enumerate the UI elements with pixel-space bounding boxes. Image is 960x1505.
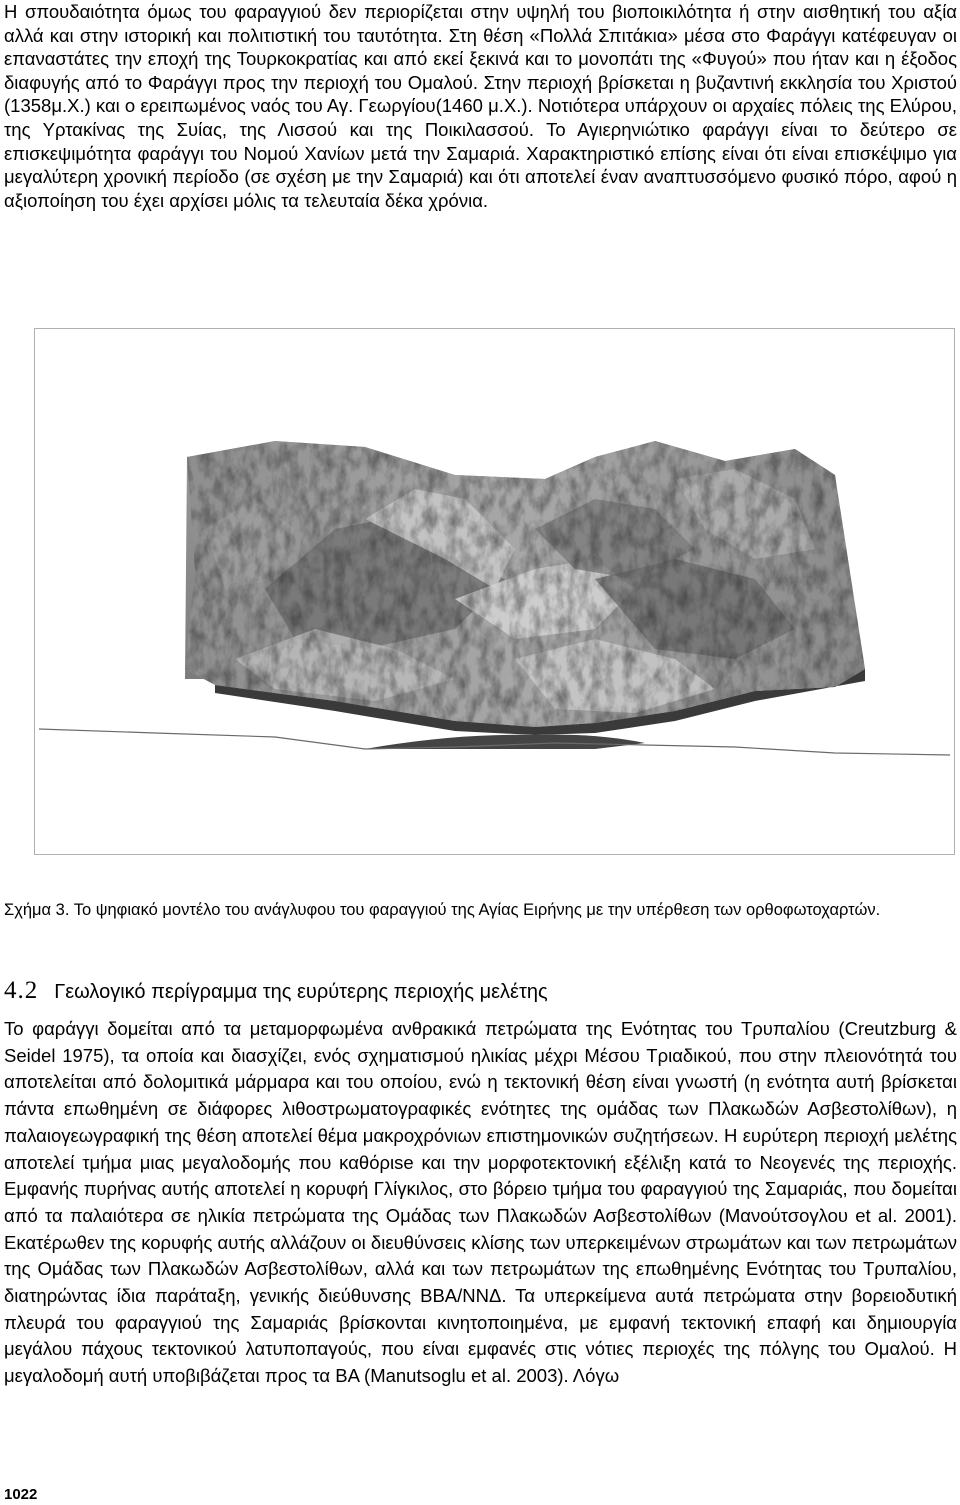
section-title: Γεωλογικό περίγραμμα της ευρύτερης περιοχής μελέτης bbox=[54, 981, 548, 1003]
body-paragraph-1: Η σπουδαιότητα όμως του φαραγγιού δεν περιορίζεται στην υψηλή του βιοποικιλότητα ή στην αισθητική του αξία αλλά και στην ιστορική και πολιτιστική του ταυτότητα. Στη θέση «Πολλά Σπιτάκια» μέσα στο Φαράγγι κατέφευγαν οι επαναστάτες την εποχή της Τουρκοκρατίας και από εκεί ξεκινά και το μονοπάτι της «Φυγού» που ήταν και η έξοδος διαφυγής από το Φαράγγι προς την περιοχή του Ομαλού. Στην περιοχή βρίσκεται η βυζαντινή εκκλησία του Χριστού (1358μ.Χ.) και ο ερειπωμένος ναός του Αγ. Γεωργίου(1460 μ.Χ.). Νοτιότερα υπάρχουν οι αρχαίες πόλεις της Ελύρου, της Υρτακίνας της Συίας, της Λισσού και της Ποικιλασσού. Το Αγιερηνιώτικο φαράγγι είναι το δεύτερο σε επισκεψιμότητα φαράγγι του Νομού Χανίων μετά την Σαμαριά. Χαρακτηριστικό επίσης είναι ότι είναι επισκέψιμο για μεγαλύτερη χρονική περίοδο (σε σχέση με την Σαμαριά) και ότι αποτελεί έναν αναπτυσσόμενο φυσικό πόρο, αφού η αξιοποίηση του έχει αρχίσει μόλις τα τελευταία δέκα χρόνια. bbox=[4, 1, 957, 211]
section-heading bbox=[4, 975, 957, 1008]
body-paragraph-2: Το φαράγγι δομείται από τα μεταμορφωμένα ανθρακικά πετρώματα της Ενότητας του Τρυπαλίου (Creutzburg & Seidel 1975), τα οποία και διασχίζει, ενός σχηματισμού ηλικίας μέχρι Μέσου Τριαδικού, που στην πλειονότητά του αποτελείται από δολομιτικά μάρμαρα και του οποίου, ενώ η τεκτονική θέση είναι γνωστή (η ενότητα αυτή βρίσκεται πάντα επωθημένη σε διάφορες λιθοστρωματογραφικές ενότητες της ομάδας των Πλακωδών Ασβεστολίθων), η παλαιογεωγραφική της θέση αποτελεί θέμα μακροχρόνιων επιστημονικών συζητήσεων. Η ευρύτερη περιοχή μελέτης αποτελεί τμήμα μιας μεγαλοδομής που καθόριse και την μορφοτεκτονική εξέλιξη κατά το Νεογενές της περιοχής. Εμφανής πυρήνας αυτής αποτελεί η κορυφή Γλίγκιλος, στο βόρειο τμήμα του φαραγγιού της Σαμαριάς, που δομείται από τα παλαιότερα σε ηλικία πετρώματα της Ομάδας των Πλακωδών Ασβεστολίθων (Μανούτσογλου et al. 2001). Εκατέρωθεν της κορυφής αυτής αλλάζουν οι διευθύνσεις κλίσης των υπερκειμένων στρωμάτων και των πετρωμάτων της Ομάδας των Πλακωδών Ασβεστολίθων, αλλά και των πετρωμάτων της επωθημένης Ενότητας του Τρυπαλίου, διατηρώντας ίδια παράταξη, γενικής διεύθυνσης ΒΒΑ/ΝΝΔ. Τα υπερκείμενα αυτά πετρώματα στην βορειοδυτική πλευρά του φαραγγιού της Σαμαριάς βρίσκονται κινητοποιημένα, με εμφανή τεκτονική επαφή και δημιουργία μεγάλου πάχους τεκτονικού λατυποπαγούς, που είναι εμφανές στις νότιες περιοχές της πόλγης του Ομαλού. Η μεγαλοδομή αυτή υποβιβάζεται προς τα ΒΑ (Manutsoglu et al. 2003). Λόγω bbox=[4, 1018, 957, 1387]
figure-caption: Σχήμα 3. Το ψηφιακό μοντέλο του ανάγλυφου του φαραγγιού της Αγίας Ειρήνης με την υπέρθεση των ορθοφωτοχαρτών. bbox=[4, 901, 881, 919]
terrain-model-figure bbox=[34, 328, 955, 855]
section-number: 4.2 bbox=[4, 977, 39, 1004]
terrain-relief-image bbox=[35, 329, 954, 854]
page-number: 1022 bbox=[4, 1486, 38, 1503]
